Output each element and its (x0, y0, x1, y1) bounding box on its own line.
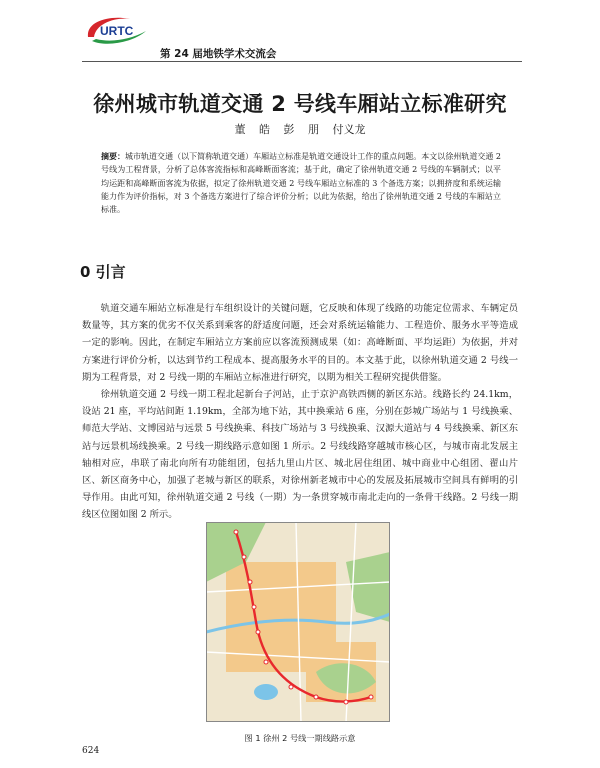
urtc-logo (82, 13, 152, 47)
section-heading: 0 引言 (80, 263, 126, 281)
station-marker (264, 660, 268, 664)
station-marker (369, 695, 373, 699)
logo-text: URTC (100, 24, 134, 38)
conference-name: 第 24 届地铁学术交流会 (160, 48, 277, 60)
paper-authors: 董 皓 彭 朋 付义龙 (234, 123, 366, 136)
header-rule (82, 61, 522, 62)
paragraph: 轨道交通车厢站立标准是行车组织设计的关键问题，它反映和体现了线路的功能定位需求、车辆定员数量等，其方案的优劣不仅关系到乘客的舒适度问题，还会对系统运输能力、工程造价、服务水平等造成一定的影响。因此，在制定车厢站立方案前应以客流预测成果（如：高峰断面、平均运距）为依据，并对方案进行评价分析，以达到节约工程成本、提高服务水平的目的。本文基于此，以徐州轨道交通 2 号线一期为工程背景，对 2 号线一期的车厢站立标准进行研究，以期为相关工程研究提供借鉴。 (82, 303, 518, 383)
station-marker (242, 555, 246, 559)
body-text (82, 300, 518, 524)
map-lake (254, 684, 278, 700)
station-marker (314, 695, 318, 699)
station-marker (234, 530, 238, 534)
abstract-label: 摘要： (101, 152, 126, 161)
paragraph: 徐州轨道交通 2 号线一期工程北起新台子河站，止于京沪高铁西侧的新区东站。线路长约 24.1km，设站 21 座，平均站间距 1.19km，全部为地下站，其中换乘站 6 座，分别在彭城广场站与 1 号线换乘、师范大学站、文博园站与远景 5 号线换乘、科技广场站与 3 号线换乘、汉源大道站与 4 号线换乘、新区东站与远景机场线换乘。2 号线一期线路示意如图 1 所示。2 号线线路穿越城市核心区，与城市南北发展主轴相对应，串联了南北向所有功能组团，包括九里山片区、城北居住组团、城中商业中心组团、翟山片区、新区商务中心，加强了老城与新区的联系，对徐州新老城市中心的发展及拓展城市空间具有鲜明的引导作用。由此可知，徐州轨道交通 2 号线（一期）为一条贯穿城市南北走向的一条骨干线路。2 号线一期线区位图如图 2 所示。 (82, 389, 518, 521)
abstract (101, 150, 501, 216)
station-marker (344, 700, 348, 704)
station-marker (289, 685, 293, 689)
station-marker (252, 605, 256, 609)
route-map-figure (206, 522, 390, 722)
station-marker (256, 630, 260, 634)
page-number: 624 (82, 746, 100, 756)
abstract-text: 城市轨道交通（以下简称轨道交通）车厢站立标准是轨道交通设计工作的重点问题。本文以徐州轨道交通 2 号线为工程背景，分析了总体客流指标和高峰断面客流；基于此，确定了徐州轨道交通 2 号线的车辆制式；以平均运距和高峰断面客流为依据，拟定了徐州轨道交通 2 号线车厢站立标准的 3 个备选方案；以拥挤度和系统运输能力作为评价指标，对 3 个备选方案进行了综合评价分析；以此为依据，给出了徐州轨道交通 2 号线的车厢站立标准。 (101, 152, 501, 215)
paper-title: 徐州城市轨道交通 2 号线车厢站立标准研究 (93, 92, 507, 116)
figure-caption: 图 1 徐州 2 号线一期线路示意 (244, 733, 356, 743)
station-marker (248, 580, 252, 584)
